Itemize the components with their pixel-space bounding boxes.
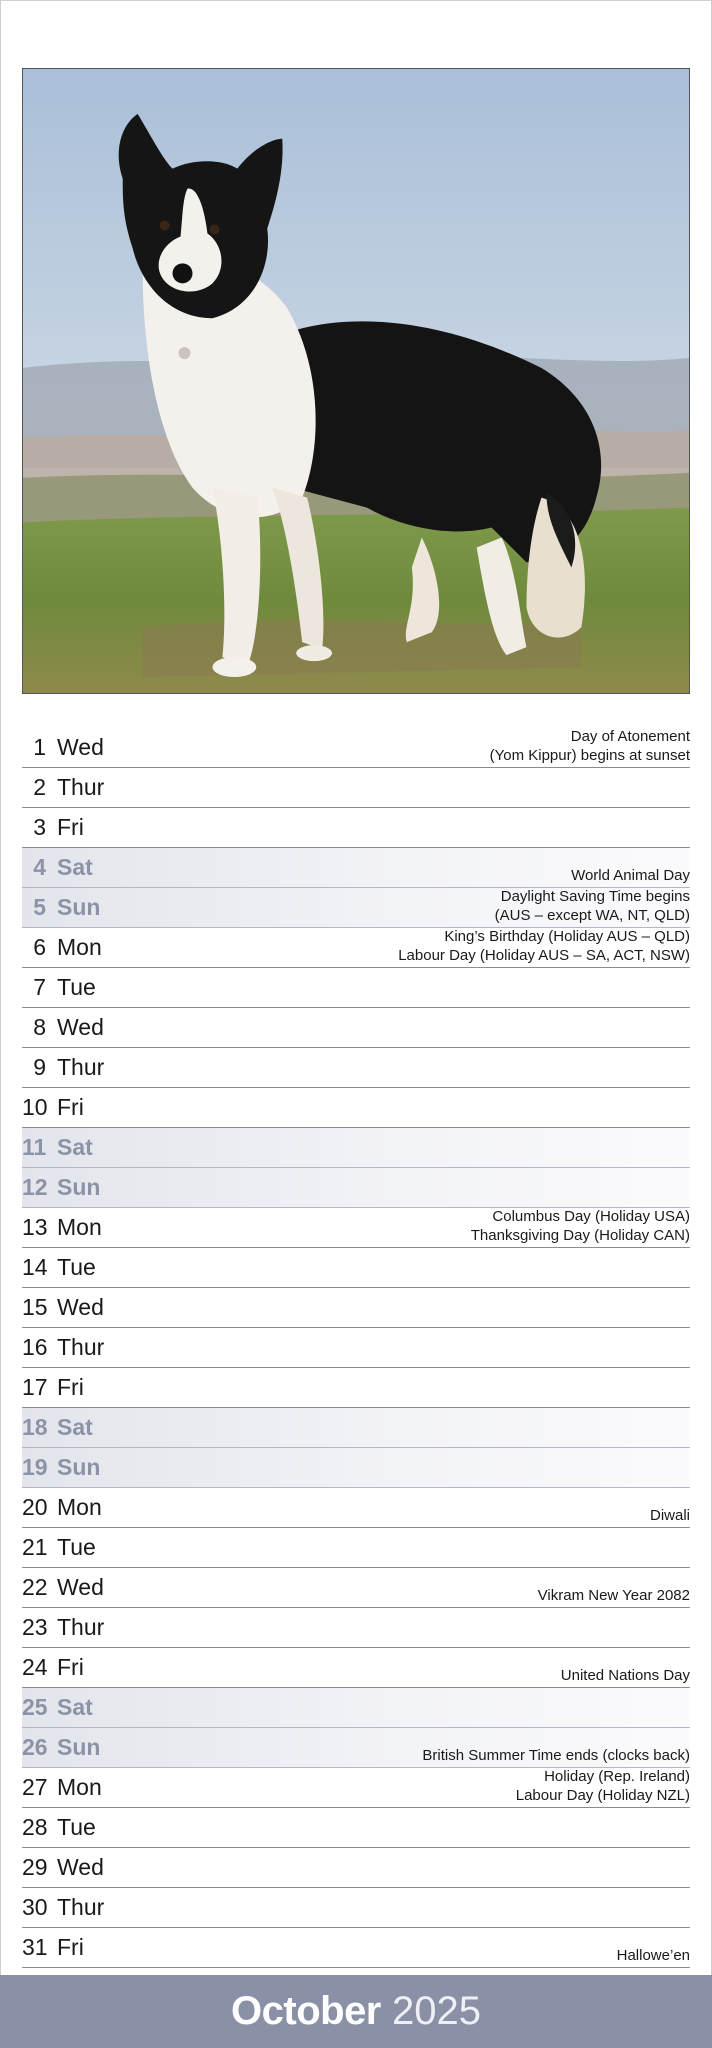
weekday-label: Tue <box>57 1254 96 1280</box>
day-number: 12 <box>22 1174 48 1200</box>
day-number: 20 <box>22 1494 48 1520</box>
year-label: 2025 <box>392 1989 481 2033</box>
day-row <box>22 1888 690 1928</box>
day-number: 10 <box>22 1094 48 1120</box>
day-row <box>22 808 690 848</box>
month-label: October <box>231 1989 381 2033</box>
day-number: 14 <box>22 1254 48 1280</box>
day-row <box>22 1408 690 1448</box>
day-row <box>22 1088 690 1128</box>
day-number: 8 <box>33 1014 46 1040</box>
day-events <box>422 1746 690 1765</box>
day-number: 27 <box>22 1774 48 1800</box>
day-number: 2 <box>33 774 46 800</box>
weekday-label: Sat <box>57 1414 93 1440</box>
day-number: 30 <box>22 1894 48 1920</box>
event-text: Hallowe’en <box>616 1947 690 1964</box>
day-number: 6 <box>33 934 46 960</box>
weekday-label: Sun <box>57 894 101 920</box>
weekday-label: Thur <box>57 774 105 800</box>
weekday-label: Fri <box>57 1654 84 1680</box>
weekday-label: Tue <box>57 1814 96 1840</box>
weekday-label: Fri <box>57 1374 84 1400</box>
day-events <box>571 866 690 885</box>
day-events <box>398 927 690 965</box>
day-row <box>22 1048 690 1088</box>
day-number: 31 <box>22 1934 48 1960</box>
event-text: United Nations Day <box>560 1667 690 1684</box>
day-number: 13 <box>22 1214 48 1240</box>
day-row <box>22 1848 690 1888</box>
day-row <box>22 968 690 1008</box>
day-number: 29 <box>22 1854 48 1880</box>
day-events <box>495 887 690 925</box>
day-row <box>22 1248 690 1288</box>
day-row <box>22 1168 690 1208</box>
day-number: 1 <box>33 734 46 760</box>
day-row <box>22 768 690 808</box>
day-list <box>22 728 690 1968</box>
day-number: 22 <box>22 1574 48 1600</box>
event-text: British Summer Time ends (clocks back) <box>422 1747 690 1764</box>
day-number: 5 <box>33 894 46 920</box>
day-row <box>22 1288 690 1328</box>
event-text: Vikram New Year 2082 <box>537 1587 690 1604</box>
weekday-label: Mon <box>57 1774 102 1800</box>
day-number: 18 <box>22 1414 48 1440</box>
weekday-label: Wed <box>57 1574 104 1600</box>
day-number: 24 <box>22 1654 48 1680</box>
day-number: 7 <box>33 974 46 1000</box>
weekday-label: Wed <box>57 1854 104 1880</box>
month-footer <box>0 1975 712 2048</box>
weekday-label: Thur <box>57 1614 105 1640</box>
weekday-label: Sat <box>57 1694 93 1720</box>
weekday-label: Mon <box>57 934 102 960</box>
day-number: 26 <box>22 1734 48 1760</box>
day-row <box>22 888 690 928</box>
day-row <box>22 1328 690 1368</box>
day-events <box>617 1946 690 1965</box>
day-row <box>22 1208 690 1248</box>
day-row <box>22 1768 690 1808</box>
day-row <box>22 1368 690 1408</box>
weekday-label: Thur <box>57 1054 105 1080</box>
day-row <box>22 1688 690 1728</box>
weekday-label: Mon <box>57 1494 102 1520</box>
weekday-label: Sat <box>57 1134 93 1160</box>
day-row <box>22 1568 690 1608</box>
day-row <box>22 1488 690 1528</box>
event-text: Daylight Saving Time begins <box>500 888 690 905</box>
day-number: 4 <box>33 854 46 880</box>
day-number: 15 <box>22 1294 48 1320</box>
day-row <box>22 1928 690 1968</box>
day-row <box>22 848 690 888</box>
weekday-label: Fri <box>57 1094 84 1120</box>
day-number: 17 <box>22 1374 48 1400</box>
event-text: Holiday (Rep. Ireland) <box>544 1768 690 1785</box>
day-row <box>22 1608 690 1648</box>
day-events <box>650 1506 690 1525</box>
day-number: 28 <box>22 1814 48 1840</box>
day-row <box>22 728 690 768</box>
event-text: Day of Atonement <box>570 728 690 745</box>
weekday-label: Wed <box>57 1294 104 1320</box>
weekday-label: Wed <box>57 1014 104 1040</box>
day-number: 25 <box>22 1694 48 1720</box>
dog-photo <box>22 68 690 694</box>
day-row <box>22 928 690 968</box>
day-events <box>561 1666 690 1685</box>
weekday-label: Thur <box>57 1334 105 1360</box>
weekday-label: Sat <box>57 854 93 880</box>
weekday-label: Sun <box>57 1174 101 1200</box>
event-text: Diwali <box>649 1507 690 1524</box>
weekday-label: Sun <box>57 1454 101 1480</box>
day-number: 23 <box>22 1614 48 1640</box>
weekday-label: Sun <box>57 1734 101 1760</box>
event-text: Labour Day (Holiday AUS – SA, ACT, NSW) <box>398 947 690 964</box>
day-number: 9 <box>33 1054 46 1080</box>
weekday-label: Mon <box>57 1214 102 1240</box>
weekday-label: Fri <box>57 814 84 840</box>
event-text: King’s Birthday (Holiday AUS – QLD) <box>444 928 690 945</box>
event-text: World Animal Day <box>571 867 690 884</box>
weekday-label: Thur <box>57 1894 105 1920</box>
day-row <box>22 1008 690 1048</box>
weekday-label: Fri <box>57 1934 84 1960</box>
day-row <box>22 1648 690 1688</box>
event-text: (Yom Kippur) begins at sunset <box>489 747 690 764</box>
day-events <box>471 1207 690 1245</box>
day-number: 16 <box>22 1334 48 1360</box>
weekday-label: Tue <box>57 974 96 1000</box>
day-row <box>22 1448 690 1488</box>
event-text: Labour Day (Holiday NZL) <box>515 1787 690 1804</box>
day-events <box>490 727 690 765</box>
weekday-label: Tue <box>57 1534 96 1560</box>
day-number: 11 <box>22 1134 47 1160</box>
event-text: Thanksgiving Day (Holiday CAN) <box>470 1227 690 1244</box>
day-events <box>538 1586 690 1605</box>
day-number: 21 <box>22 1534 48 1560</box>
day-row <box>22 1728 690 1768</box>
weekday-label: Wed <box>57 734 104 760</box>
day-row <box>22 1128 690 1168</box>
day-events <box>516 1767 690 1805</box>
day-number: 3 <box>33 814 46 840</box>
event-text: (AUS – except WA, NT, QLD) <box>494 907 690 924</box>
day-row <box>22 1528 690 1568</box>
day-row <box>22 1808 690 1848</box>
event-text: Columbus Day (Holiday USA) <box>492 1208 690 1225</box>
day-number: 19 <box>22 1454 48 1480</box>
